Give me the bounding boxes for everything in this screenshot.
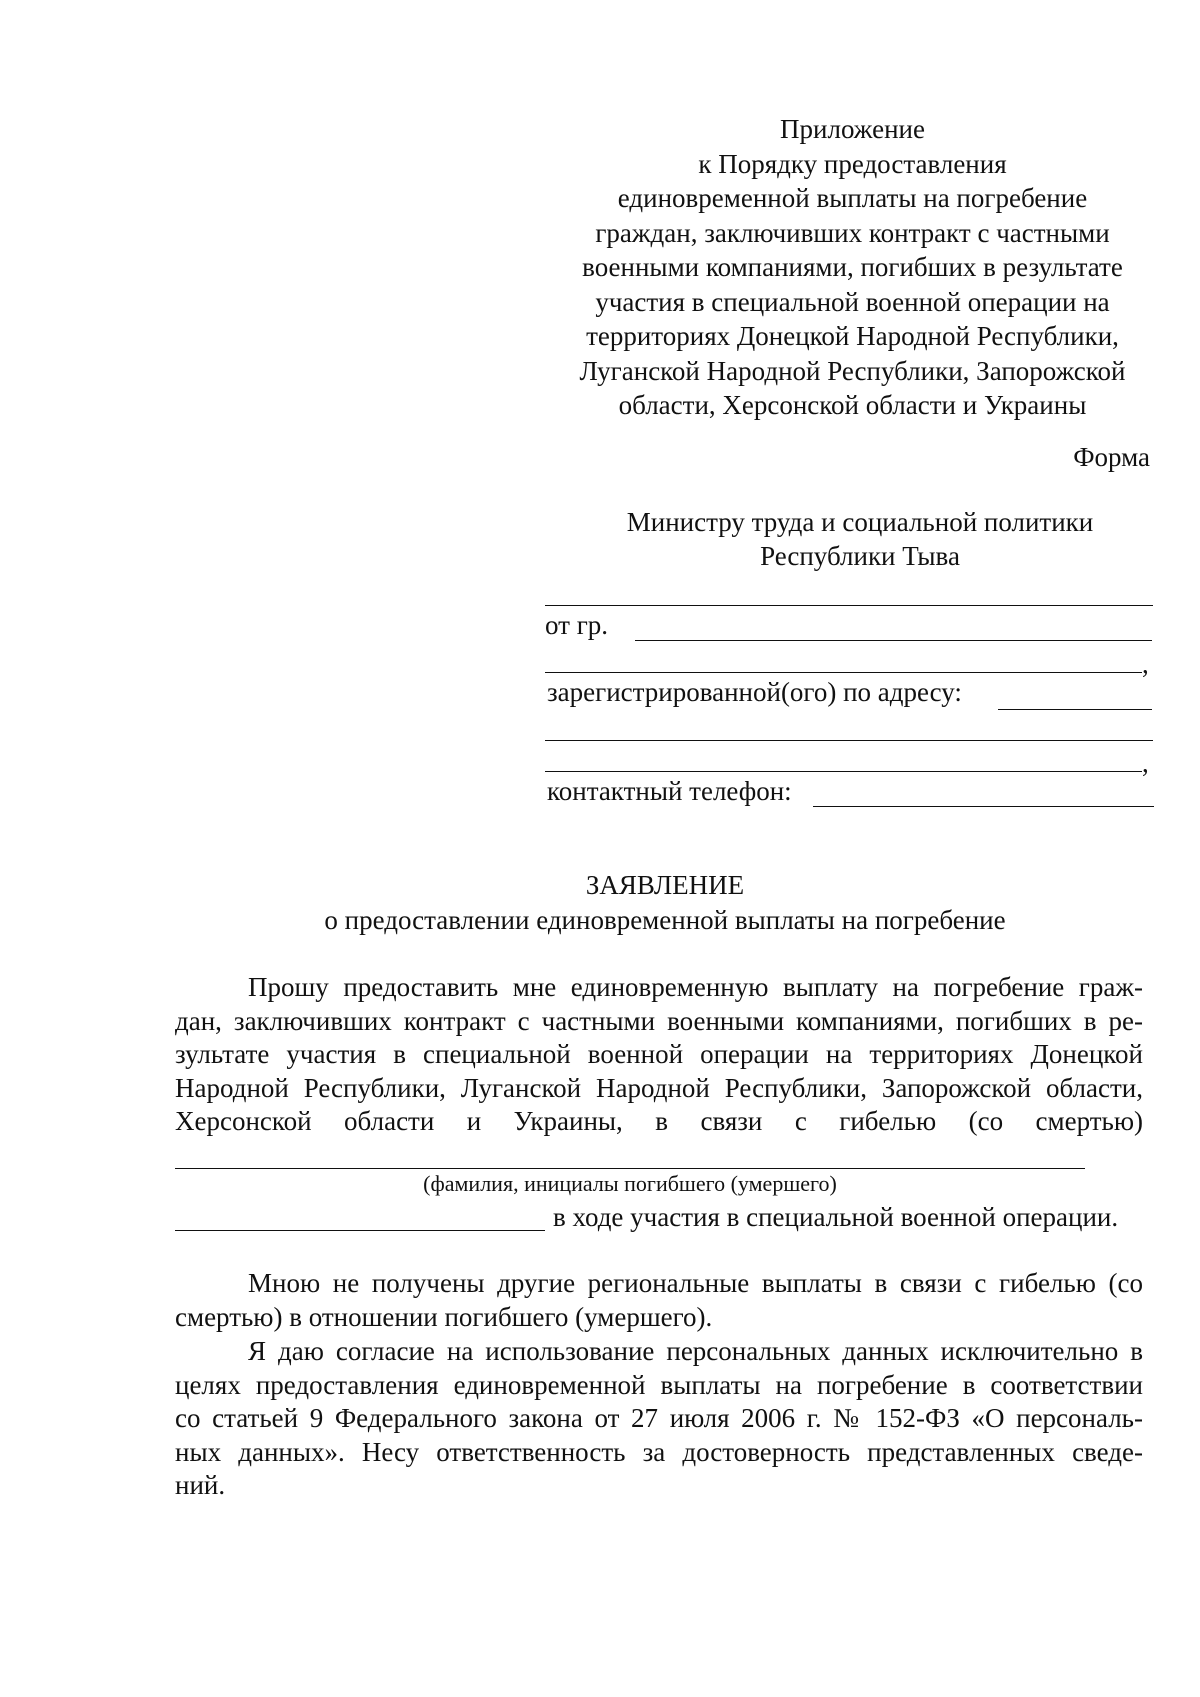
comma: , bbox=[1142, 649, 1149, 679]
addressee-line-2: Республики Тыва bbox=[760, 541, 960, 571]
paragraph-line: со статьей 9 Федерального закона от 27 июля 2006 г. № 152-ФЗ «О персональ- bbox=[175, 1403, 1143, 1433]
document-subtitle: о предоставлении единовременной выплаты на погребение bbox=[324, 905, 1006, 935]
appendix-line: военными компаниями, погибших в результате bbox=[582, 252, 1123, 282]
paragraph-line: ний. bbox=[175, 1470, 226, 1500]
appendix-line: Приложение bbox=[780, 114, 925, 144]
addressee-block bbox=[590, 505, 1130, 573]
statement-paragraph bbox=[175, 1267, 1143, 1334]
appendix-line: участия в специальной военной операции на bbox=[595, 286, 1110, 317]
appendix-header bbox=[555, 112, 1150, 423]
consent-paragraph bbox=[175, 1335, 1143, 1503]
form-label: Форма bbox=[1073, 442, 1150, 472]
deceased-name-caption: (фамилия, инициалы погибшего (умершего) bbox=[423, 1171, 837, 1196]
paragraph-line: целях предоставления единовременной выплаты на погребение в соответствии bbox=[175, 1369, 1143, 1400]
phone-label: контактный телефон: bbox=[547, 776, 792, 806]
paragraph-line: Я даю согласие на использование персональных данных исключительно в bbox=[248, 1336, 1143, 1366]
paragraph-line: Херсонской области и Украины, в связи с гибелью (со смертью) bbox=[175, 1106, 1143, 1136]
address-field-line-3[interactable] bbox=[545, 771, 1142, 772]
circumstances-field[interactable] bbox=[175, 1230, 545, 1231]
from-name-field-continued[interactable] bbox=[545, 672, 1142, 673]
paragraph-line: Мною не получены другие региональные выплаты в связи с гибелью (со bbox=[248, 1268, 1143, 1298]
address-field[interactable] bbox=[998, 709, 1152, 710]
paragraph-line: зультате участия в специальной военной операции на территориях Донецкой bbox=[175, 1039, 1143, 1069]
paragraph-line: ных данных». Несу ответственность за достоверность представленных сведе- bbox=[175, 1436, 1143, 1467]
appendix-line: граждан, заключивших контракт с частными bbox=[595, 217, 1110, 248]
deceased-name-field[interactable] bbox=[175, 1168, 1085, 1169]
phone-field[interactable] bbox=[813, 806, 1154, 807]
document-title: ЗАЯВЛЕНИЕ bbox=[585, 870, 745, 900]
from-label: от гр. bbox=[545, 610, 609, 640]
appendix-line: единовременной выплаты на погребение bbox=[617, 183, 1088, 213]
appendix-line: Луганской Народной Республики, Запорожской bbox=[579, 355, 1126, 386]
blank-line-top[interactable] bbox=[545, 605, 1153, 606]
appendix-line: области, Херсонской области и Украины bbox=[618, 390, 1087, 420]
appendix-line: к Порядку предоставления bbox=[698, 148, 1007, 179]
addressee-line-1: Министру труда и социальной политики bbox=[626, 507, 1094, 537]
paragraph-line: Прошу предоставить мне единовременную выплату на погребение граж- bbox=[248, 972, 1143, 1002]
appendix-line: территориях Донецкой Народной Республики, bbox=[586, 321, 1119, 351]
address-field-line-2[interactable] bbox=[545, 740, 1153, 741]
paragraph-line: дан, заключивших контракт с частными военными компаниями, погибших в ре- bbox=[175, 1005, 1143, 1036]
from-name-field[interactable] bbox=[635, 640, 1152, 641]
paragraph-line: Народной Республики, Луганской Народной Республики, Запорожской области, bbox=[175, 1072, 1143, 1103]
comma: , bbox=[1142, 748, 1149, 778]
request-paragraph bbox=[175, 971, 1143, 1139]
address-label: зарегистрированной(ого) по адресу: bbox=[547, 677, 962, 707]
operation-text: в ходе участия в специальной военной операции. bbox=[553, 1202, 1119, 1232]
paragraph-line: смертью) в отношении погибшего (умершего). bbox=[175, 1301, 713, 1332]
